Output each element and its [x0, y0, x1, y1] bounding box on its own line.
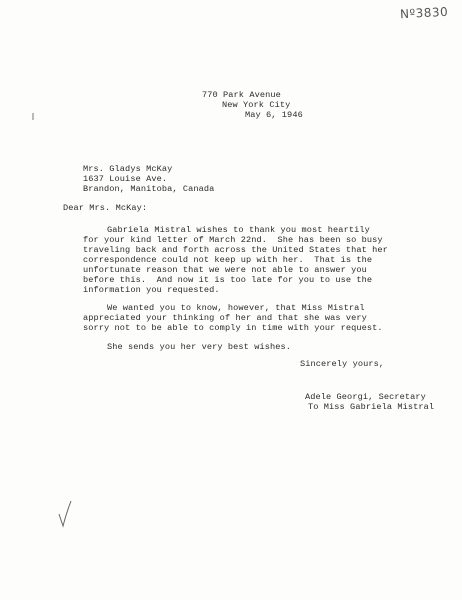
paragraph1-line: correspondence could not keep up with her. That is the: [83, 255, 373, 265]
paragraph1-line: unfortunate reason that we were not able to answer you: [83, 265, 367, 275]
check-mark-icon: [58, 500, 72, 528]
salutation: Dear Mrs. McKay:: [63, 203, 148, 213]
paragraph1-line: Gabriela Mistral wishes to thank you most heartily: [107, 225, 370, 235]
paragraph2-line: sorry not to be able to comply in time with your request.: [83, 323, 383, 333]
letter-date: May 6, 1946: [245, 110, 303, 120]
sender-city: New York City: [222, 100, 291, 110]
recipient-name: Mrs. Gladys McKay: [83, 164, 173, 174]
paragraph1-line: traveling back and forth across the United States that her: [83, 245, 388, 255]
paragraph1-line: for your kind letter of March 22nd. She has been so busy: [83, 235, 383, 245]
paragraph3: She sends you her very best wishes.: [107, 342, 291, 352]
closing: Sincerely yours,: [300, 359, 385, 369]
paragraph2-line: appreciated your thinking of her and that she was very: [83, 313, 367, 323]
recipient-city: Brandon, Manitoba, Canada: [83, 184, 215, 194]
paragraph2-line: We wanted you to know, however, that Miss Mistral: [107, 303, 365, 313]
recipient-street: 1637 Louise Ave.: [83, 174, 168, 184]
sender-street: 770 Park Avenue: [202, 90, 281, 100]
archive-number: Nº3830: [399, 4, 449, 22]
signature-name: Adele Georgi, Secretary: [305, 392, 426, 402]
paragraph1-line: information you requested.: [83, 285, 220, 295]
margin-tick-mark: [30, 112, 36, 122]
paragraph1-line: before this. And now it is too late for you to use the: [83, 275, 373, 285]
signature-title: To Miss Gabriela Mistral: [308, 402, 435, 412]
